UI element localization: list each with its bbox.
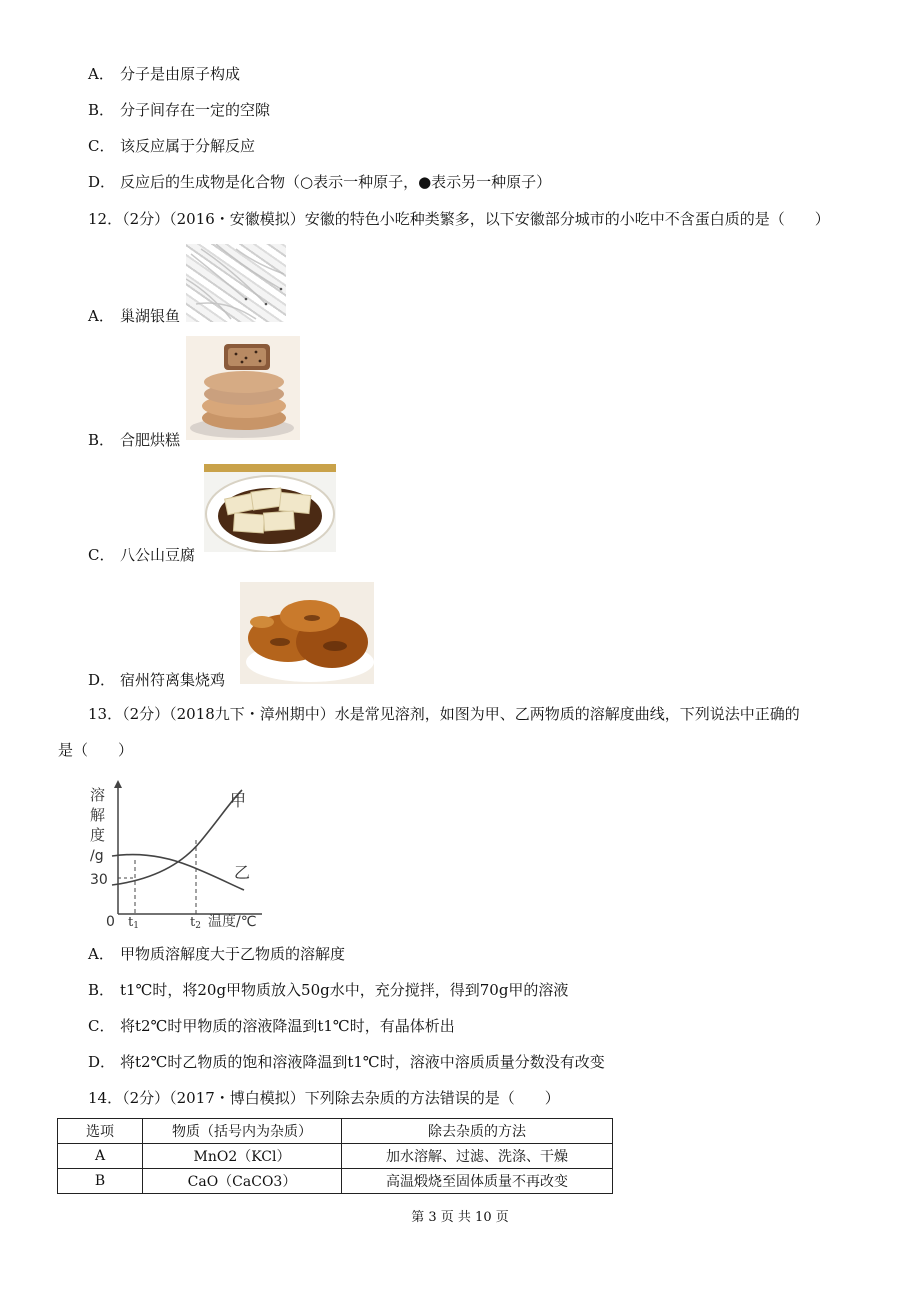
table-cell: 高温煅烧至固体质量不再改变 <box>342 1169 613 1194</box>
impurity-table <box>57 1118 613 1194</box>
option-label: A． <box>88 945 114 963</box>
q13-stem-line2: 是（ ） <box>58 741 134 759</box>
silverfish-image <box>186 244 286 322</box>
solubility-chart <box>80 778 270 934</box>
table-header-cell: 除去杂质的方法 <box>342 1119 613 1144</box>
q11-option-a <box>88 64 240 84</box>
x-tick-label-t1: t1 <box>128 915 139 931</box>
option-label: D． <box>88 1053 116 1071</box>
table-cell: B <box>58 1169 143 1194</box>
option-label: A． <box>88 307 114 325</box>
q12-stem: 12．（2分）（2016・安徽模拟）安徽的特色小吃种类繁多，以下安徽部分城市的小吃中不含蛋白质的是（ ） <box>88 210 830 228</box>
option-label: B． <box>88 981 115 999</box>
y-axis-label-line1: 溶 <box>90 786 106 804</box>
table-cell: MnO2（KCl） <box>143 1144 342 1169</box>
x-axis-label: 温度/℃ <box>208 914 257 930</box>
option-text: 宿州符离集烧鸡 <box>120 671 226 689</box>
x-tick-label-t2: t2 <box>190 915 201 931</box>
q13-option-d <box>88 1052 605 1072</box>
y-axis-label-line4: /g <box>90 848 104 864</box>
q11-option-d <box>88 172 551 192</box>
q11-option-c <box>88 136 255 156</box>
series-jia-curve <box>112 790 242 885</box>
option-text: 合肥烘糕 <box>120 431 181 449</box>
q12-option-c <box>88 545 195 565</box>
q13-option-a <box>88 944 345 964</box>
y-tick-label: 30 <box>90 872 108 888</box>
option-label: C． <box>88 1017 115 1035</box>
option-text: 将t2℃时甲物质的溶液降温到t1℃时，有晶体析出 <box>120 1017 455 1035</box>
series-jia-label: 甲 <box>230 791 247 810</box>
option-text: 巢湖银鱼 <box>120 307 181 325</box>
table-cell: A <box>58 1144 143 1169</box>
y-axis-label-line3: 度 <box>90 826 106 844</box>
option-label: B． <box>88 101 115 119</box>
series-yi-curve <box>112 854 244 890</box>
page-footer: 第 3 页 共 10 页 <box>411 1210 509 1225</box>
option-text: t1℃时，将20g甲物质放入50g水中，充分搅拌，得到70g甲的溶液 <box>120 981 569 999</box>
q12-option-b <box>88 430 180 450</box>
option-text: 分子是由原子构成 <box>120 65 241 83</box>
hefei-cake-image <box>186 336 300 440</box>
table-cell: CaO（CaCO3） <box>143 1169 342 1194</box>
option-label: D． <box>88 173 116 191</box>
y-axis-arrow <box>114 780 122 788</box>
x-tick-label-0: 0 <box>106 914 115 930</box>
roast-chicken-image <box>240 582 374 684</box>
y-axis-label-line2: 解 <box>90 806 106 824</box>
q13-stem-line1: 13．（2分）（2018九下・漳州期中）水是常见溶剂，如图为甲、乙两物质的溶解度曲线，下列说法中正确的 <box>88 705 800 723</box>
table-header-cell: 物质（括号内为杂质） <box>143 1119 342 1144</box>
series-yi-label: 乙 <box>234 863 251 882</box>
q13-option-c <box>88 1016 455 1036</box>
table-row <box>58 1169 613 1194</box>
q11-option-b <box>88 100 270 120</box>
q12-option-a <box>88 306 180 326</box>
option-label: B． <box>88 431 115 449</box>
option-text: 将t2℃时乙物质的饱和溶液降温到t1℃时，溶液中溶质质量分数没有改变 <box>120 1053 605 1071</box>
option-text: 甲物质溶解度大于乙物质的溶解度 <box>120 945 346 963</box>
option-label: A． <box>88 65 114 83</box>
q12-option-d <box>88 670 225 690</box>
option-label: D． <box>88 671 116 689</box>
table-header-row <box>58 1119 613 1144</box>
table-row <box>58 1144 613 1169</box>
option-text: 分子间存在一定的空隙 <box>120 101 271 119</box>
option-text: 八公山豆腐 <box>120 546 196 564</box>
q14-stem: 14．（2分）（2017・博白模拟）下列除去杂质的方法错误的是（ ） <box>88 1089 560 1107</box>
bagongshan-tofu-image <box>204 464 336 552</box>
table-header-cell: 选项 <box>58 1119 143 1144</box>
option-text: 该反应属于分解反应 <box>120 137 256 155</box>
table-cell: 加水溶解、过滤、洗涤、干燥 <box>342 1144 613 1169</box>
q13-option-b <box>88 980 568 1000</box>
option-label: C． <box>88 137 115 155</box>
option-text: 反应后的生成物是化合物（○表示一种原子，●表示另一种原子） <box>120 173 552 191</box>
option-label: C． <box>88 546 115 564</box>
